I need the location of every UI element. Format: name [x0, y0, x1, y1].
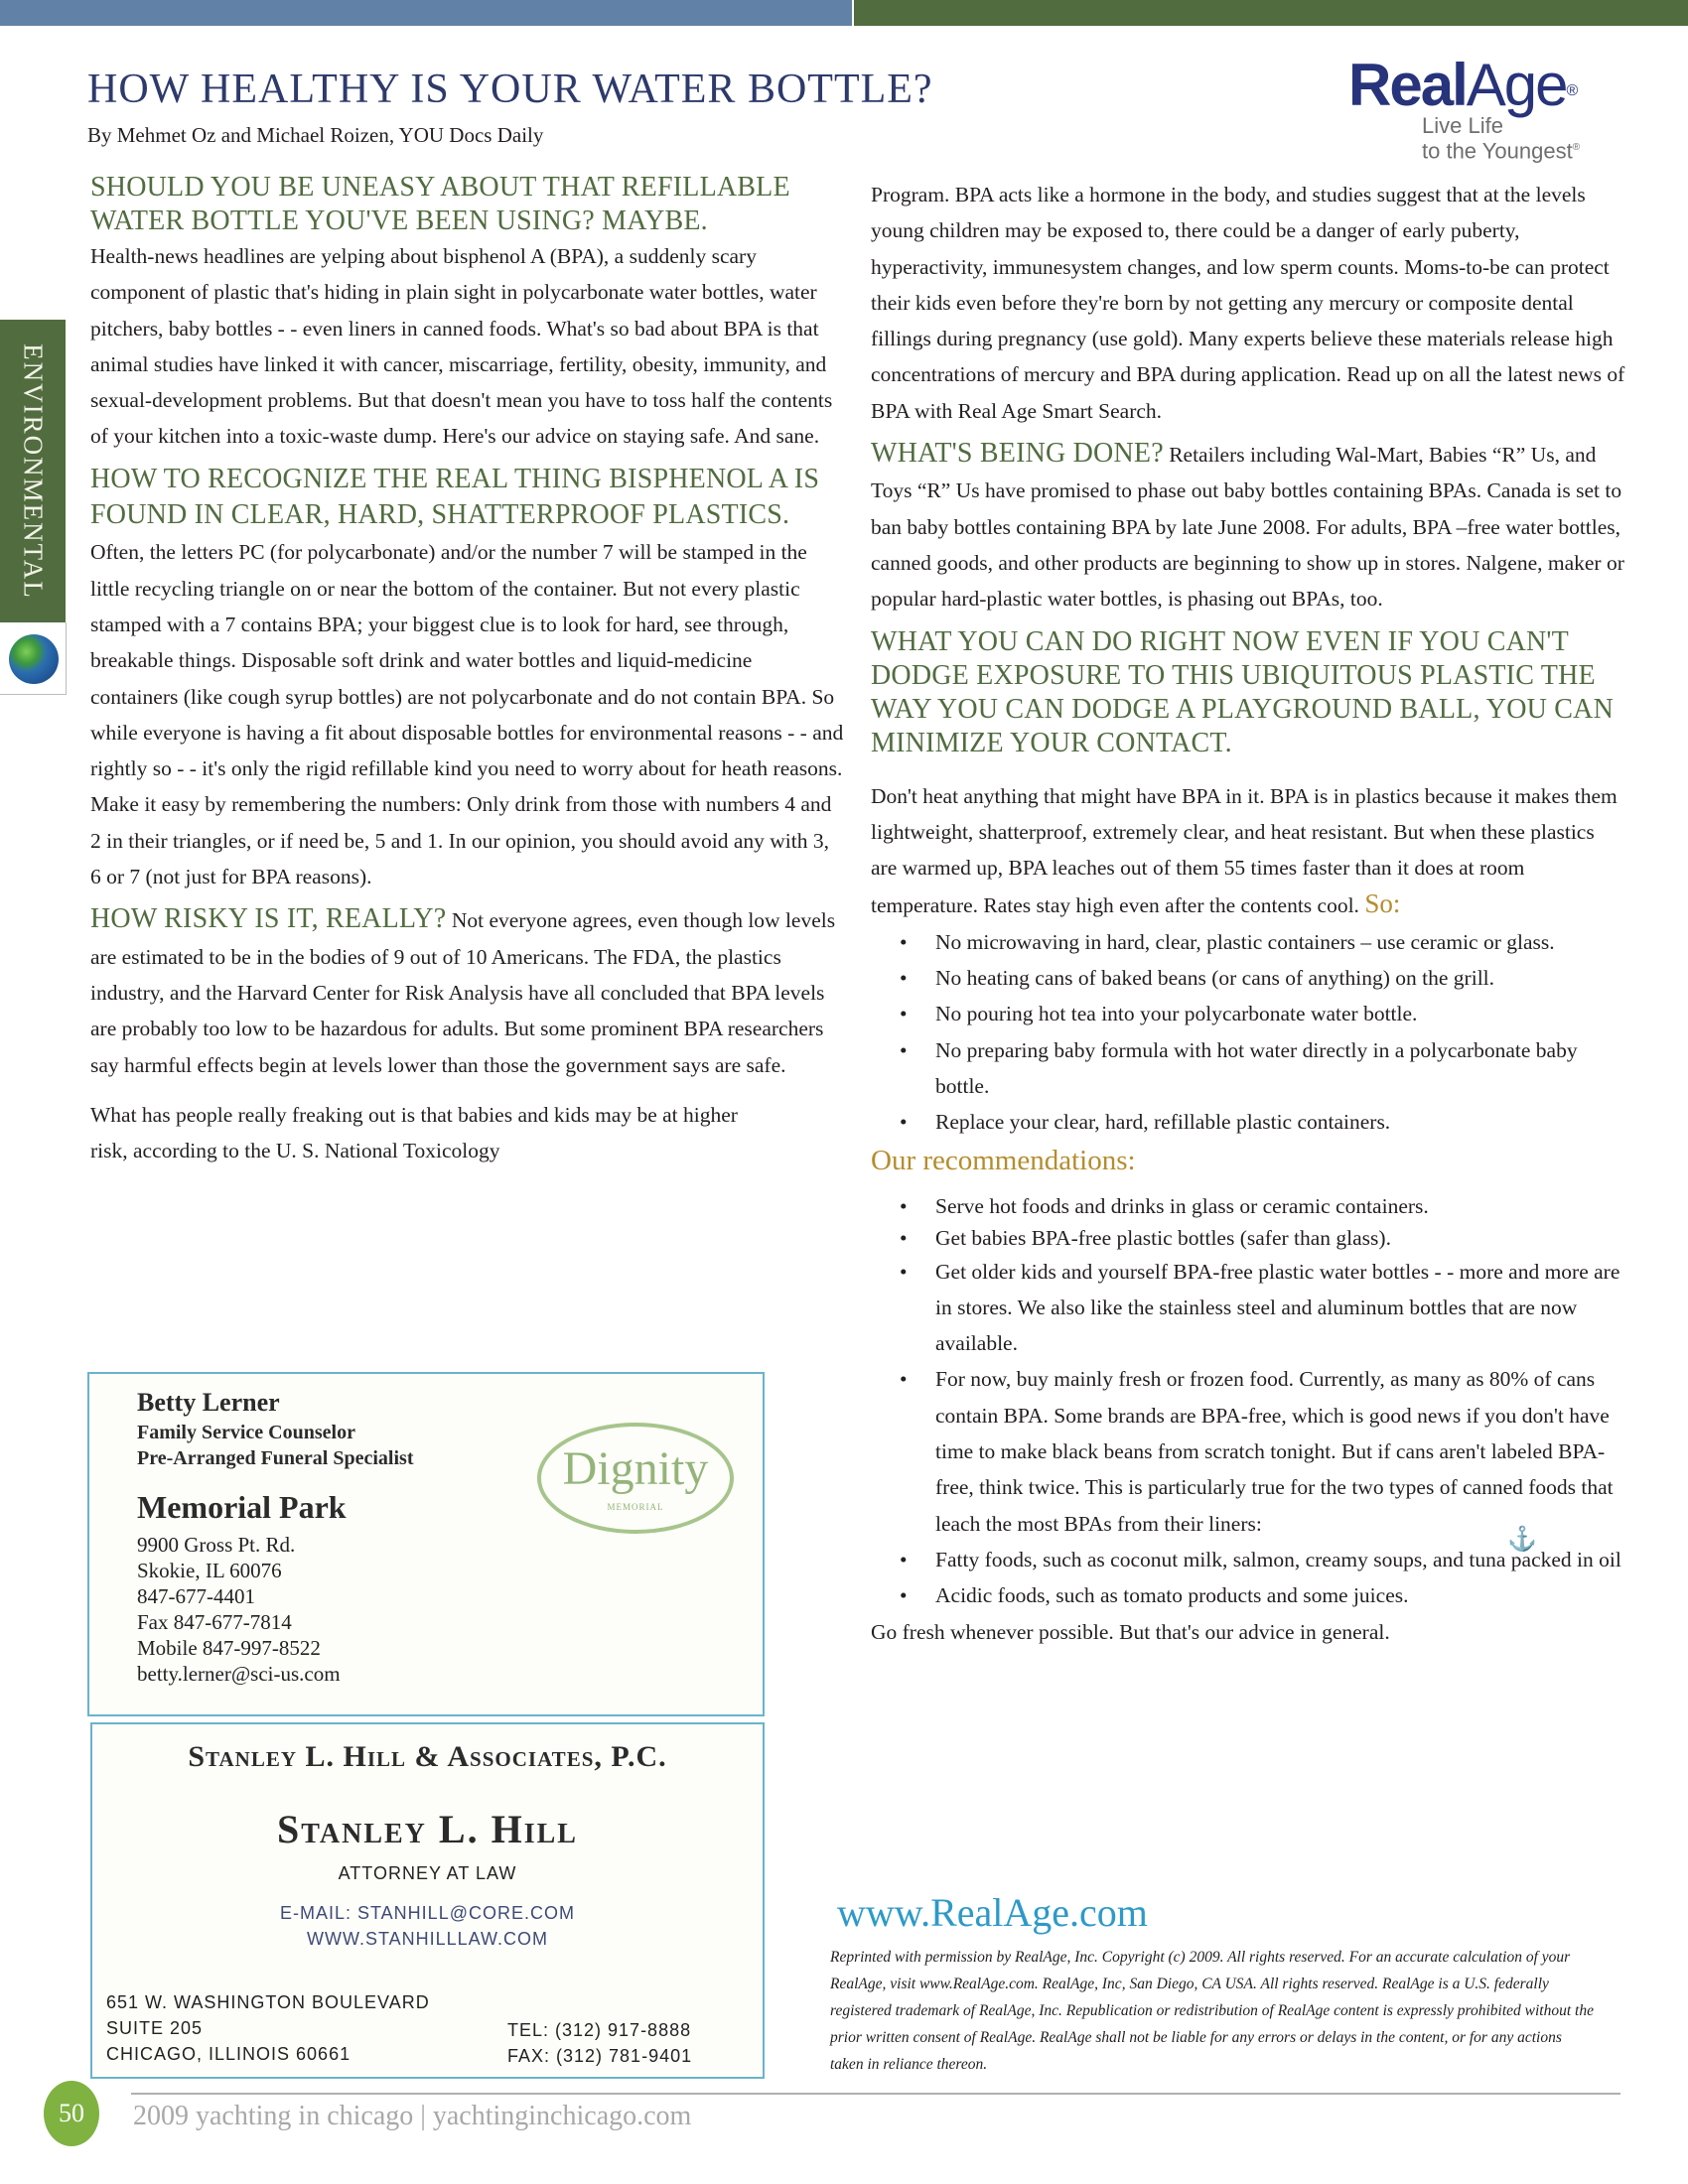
- ad-attorney-fax: FAX: (312) 781-9401: [507, 2046, 693, 2066]
- paragraph-dont-heat: [871, 778, 1625, 924]
- paragraph-risky: [90, 902, 845, 1082]
- section-tab-label: ENVIRONMENTAL: [18, 342, 49, 600]
- globe-icon: [9, 634, 59, 684]
- byline: By Mehmet Oz and Michael Roizen, YOU Docs Daily: [87, 123, 544, 147]
- list-item: • Get older kids and yourself BPA-free plastic water bottles - - more and more are in stores. We also like the stainless steel and aluminum bottles that are now available.: [935, 1254, 1625, 1362]
- so-list: [871, 924, 1625, 1141]
- list-item: • Replace your clear, hard, refillable plastic containers.: [935, 1104, 1625, 1140]
- globe-box: [0, 622, 67, 695]
- ad-attorney-tel: TEL: (312) 917-8888: [507, 2020, 692, 2040]
- list-item: • For now, buy mainly fresh or frozen food. Currently, as many as 80% of cans contain BPA. Some brands are BPA-free, which is good news if you don't have time to make black beans from scratch tonight. But if cans aren't labeled BPA-free, think twice. This is particularly true for the two types of canned foods that leach the most BPAs from their liners:: [935, 1361, 1625, 1541]
- list-item: • No preparing baby formula with hot water directly in a polycarbonate baby bottle.: [935, 1032, 1625, 1105]
- paragraph-recognize-body: Often, the letters PC (for polycarbonate) and/or the number 7 will be stamped in the little recycling triangle on or near the bottom of the container. But not every plastic stamped with a 7 contains BPA; your biggest clue is to look for hard, see through, breakable things. Disposable soft drink and water bottles and liquid-medicine containers (like cough syrup bottles) are not polycarbonate and do not contain BPA. So while everyone is having a fit about disposable bottles for environmental reasons - - and rightly so - - it's only the rigid refillable kind you need to worry about for heath reasons. Make it easy by remembering the numbers: Only drink from those with numbers 4 and 2 in their triangles, or if need be, 5 and 1. In our opinion, you should avoid any with 3, 6 or 7 (not just for BPA reasons).: [90, 540, 844, 889]
- ad-address-line-2: Skokie, IL 60076: [137, 1559, 282, 1582]
- ad-contact-name: Betty Lerner: [137, 1388, 280, 1417]
- dignity-logo: [537, 1423, 734, 1534]
- logo-wordmark: [1348, 52, 1617, 118]
- so-label: So:: [1364, 888, 1401, 919]
- logo-tagline-2: [1422, 137, 1617, 162]
- list-item: • No pouring hot tea into your polycarbonate water bottle.: [935, 996, 1625, 1031]
- registered-mark: ®: [1566, 82, 1577, 99]
- section-tab: [0, 320, 66, 622]
- footer-publication: 2009 yachting in chicago | yachtinginchicago.com: [133, 2101, 692, 2131]
- list-item: • Fatty foods, such as coconut milk, salmon, creamy soups, and tuna packed in oil: [935, 1542, 1625, 1577]
- ad-mobile: Mobile 847-997-8522: [137, 1636, 321, 1660]
- ad-contact-role: Family Service Counselor: [137, 1422, 355, 1443]
- list-item: • No microwaving in hard, clear, plastic containers – use ceramic or glass.: [935, 924, 1625, 960]
- ad-contact-specialty: Pre-Arranged Funeral Specialist: [137, 1447, 414, 1469]
- closing-line: Go fresh whenever possible. But that's our advice in general.: [871, 1619, 1390, 1644]
- ad-attorney-website: WWW.STANHILLLAW.COM: [306, 1929, 548, 1949]
- article-title: HOW HEALTHY IS YOUR WATER BOTTLE?: [87, 67, 933, 112]
- ad-dignity-memorial: [87, 1372, 765, 1716]
- logo-brand-light: Age: [1466, 52, 1567, 118]
- reprint-credit: Reprinted with permission by RealAge, Inc. Copyright (c) 2009. All rights reserved. For an accurate calculation of your RealAge, visit www.RealAge.com. RealAge, Inc, San Diego, CA USA. All rights reserved. RealAge is a U.S. federally registered trademark of RealAge, Inc. Republication or redistribution of RealAge content is expressly prohibited without the prior written consent of RealAge. RealAge shall not be liable for any errors or delays in the content, or for any actions taken in reliance thereon.: [830, 1949, 1594, 2073]
- ad-firm-name: Stanley L. Hill & Associates, P.C.: [188, 1740, 667, 1773]
- anchor-icon: ⚓: [1507, 1525, 1537, 1553]
- paragraph-intro: Health-news headlines are yelping about bisphenol A (BPA), a suddenly scary component of plastic that's hiding in plain sight in polycarbonate water bottles, water pitchers, baby bottles - - even liners in canned foods. What's so bad about BPA is that animal studies have linked it with cancer, miscarriage, fertility, obesity, immunity, and sexual-development problems. But that doesn't mean you have to toss half the contents of your kitchen into a toxic-waste dump. Here's our advice on staying safe. And sane.: [90, 244, 833, 449]
- dignity-logo-sub: MEMORIAL: [607, 1502, 664, 1512]
- recommendations-heading: Our recommendations:: [871, 1144, 1136, 1176]
- list-item: • Acidic foods, such as tomato products and some juices.: [935, 1577, 1625, 1613]
- list-item: • Serve hot foods and drinks in glass or ceramic containers.: [935, 1190, 1625, 1222]
- ad-attorney-address-1: 651 W. WASHINGTON BOULEVARD: [106, 1992, 430, 2012]
- top-bar-blue: [0, 0, 852, 26]
- list-item: • No heating cans of baked beans (or cans of anything) on the grill.: [935, 960, 1625, 996]
- ad-address-line-1: 9900 Gross Pt. Rd.: [137, 1533, 296, 1557]
- article-column-left: [90, 171, 845, 1168]
- paragraph-program: Program. BPA acts like a hormone in the body, and studies suggest that at the levels young children may be exposed to, there could be a danger of early puberty, hyperactivity, immunesystem changes, and low sperm counts. Moms-to-be can protect their kids even before they're born by not getting any mercury or composite dental fillings during pregnancy (use gold). Many experts believe these materials release high concentrations of mercury and BPA during application. Read up on all the latest news of BPA with Real Age Smart Search.: [871, 183, 1625, 423]
- ad-business-name: Memorial Park: [137, 1489, 347, 1525]
- article-column-right: [871, 177, 1625, 1650]
- paragraph-being-done-body: Retailers including Wal-Mart, Babies “R” Us, and Toys “R” Us have promised to phase out baby bottles containing BPAs. Canada is set to ban baby bottles containing BPA by late June 2008. For adults, BPA –free water bottles, canned goods, and other products are beginning to show up in stores. Nalgene, maker or popular hard-plastic water bottles, is phasing out BPAs, too.: [871, 443, 1624, 612]
- ad-phone: 847-677-4401: [137, 1584, 255, 1608]
- logo-brand-bold: Real: [1348, 52, 1467, 118]
- heading-being-done: WHAT'S BEING DONE?: [871, 438, 1164, 470]
- list-item: • Get babies BPA-free plastic bottles (safer than glass).: [935, 1222, 1625, 1254]
- realage-link[interactable]: www.RealAge.com: [837, 1890, 1148, 1935]
- paragraph-dont-heat-body: Don't heat anything that might have BPA in it. BPA is in plastics because it makes them lightweight, shatterproof, extremely clear, and heat resistant. But when these plastics are warmed up, BPA leaches out of them 55 times faster than it does at room temperature. Rates stay high even after the contents cool.: [871, 783, 1618, 918]
- ad-attorney-title: ATTORNEY AT LAW: [338, 1863, 517, 1883]
- top-bar-green: [854, 0, 1688, 26]
- paragraph-risky-body: Not everyone agrees, even though low levels are estimated to be in the bodies of 9 out of 10 Americans. The FDA, the plastics industry, and the Harvard Center for Risk Analysis have all concluded that BPA levels are probably too low to be hazardous for adults. But some prominent BPA researchers say harmful effects begin at levels lower than those the government says are safe.: [90, 908, 836, 1077]
- ad-fax: Fax 847-677-7814: [137, 1610, 292, 1634]
- ad-attorney-address-2: SUITE 205: [106, 2018, 204, 2038]
- paragraph-recognize: [90, 463, 845, 895]
- paragraph-being-done: [871, 437, 1625, 616]
- tagline-registered-mark: ®: [1572, 142, 1581, 153]
- logo-tagline-2-text: to the Youngest: [1422, 138, 1573, 164]
- heading-right-now: WHAT YOU CAN DO RIGHT NOW EVEN IF YOU CAN'T DODGE EXPOSURE TO THIS UBIQUITOUS PLASTIC THE WAY YOU CAN DODGE A PLAYGROUND BALL, YOU CAN MINIMIZE YOUR CONTACT.: [871, 625, 1614, 758]
- paragraph-babies: What has people really freaking out is that babies and kids may be at higher risk, according to the U. S. National Toxicology: [90, 1102, 738, 1163]
- heading-risky: HOW RISKY IS IT, REALLY?: [90, 903, 447, 935]
- dignity-logo-word: Dignity: [562, 1442, 709, 1495]
- logo-tagline-1: Live Life: [1422, 113, 1503, 138]
- ad-attorney-name: Stanley L. Hill: [277, 1807, 578, 1851]
- ad-attorney-email: E-MAIL: STANHILL@CORE.COM: [280, 1903, 575, 1923]
- heading-recognize: HOW TO RECOGNIZE THE REAL THING BISPHENOL A IS FOUND IN CLEAR, HARD, SHATTERPROOF PLASTICS.: [90, 463, 820, 531]
- heading-uneasy: SHOULD YOU BE UNEASY ABOUT THAT REFILLABLE WATER BOTTLE YOU'VE BEEN USING? MAYBE.: [90, 172, 790, 236]
- ad-attorney-address-3: CHICAGO, ILLINOIS 60661: [106, 2044, 352, 2064]
- ad-email: betty.lerner@sci-us.com: [137, 1662, 341, 1686]
- footer-divider: [131, 2093, 1620, 2095]
- ad-stanley-hill: [90, 1722, 765, 2079]
- realage-logo: [1348, 52, 1617, 175]
- page-number-badge: 50: [44, 2081, 99, 2146]
